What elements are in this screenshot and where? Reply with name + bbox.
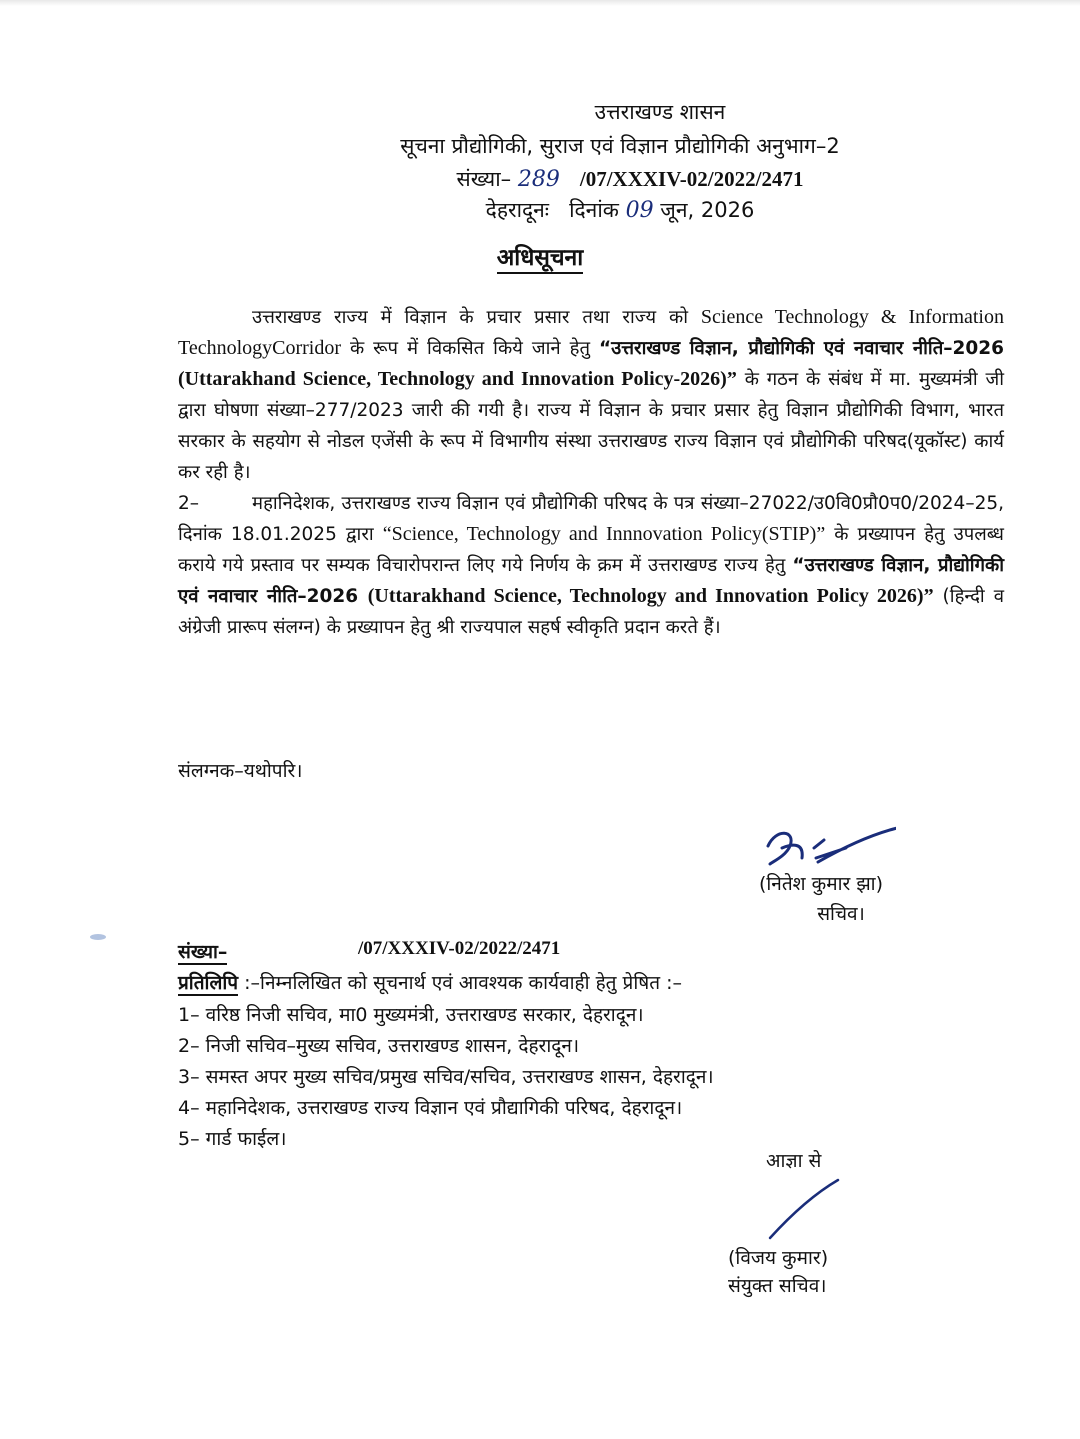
enclosure-note: संलग्नक–यथोपरि। — [178, 760, 303, 782]
copy-intro-text: :–निम्नलिखित को सूचनार्थ एवं आवश्यक कार्यवाही हेतु प्रेषित :– — [238, 972, 683, 994]
signatory-1 — [726, 818, 916, 926]
signatory-1-designation: सचिव। — [817, 903, 865, 925]
signatory-1-name: (नितेश कुमार झा) — [758, 873, 884, 895]
copy-number-label: संख्या– — [178, 941, 228, 963]
government-heading: उत्तराखण्ड शासन — [594, 100, 726, 124]
list-item: 1– वरिष्ठ निजी सचिव, मा0 मुख्यमंत्री, उत्तराखण्ड सरकार, देहरादून। — [178, 1004, 644, 1026]
by-order-label: आज्ञा से — [766, 1150, 822, 1172]
paragraph-1 — [178, 302, 1004, 488]
para1-policy-english: (Uttarakhand Science, Technology and Innovation Policy-2026)” — [178, 368, 737, 390]
handwritten-date-day: 09 — [625, 198, 654, 223]
list-item: 2– निजी सचिव–मुख्य सचिव, उत्तराखण्ड शासन, देहरादून। — [178, 1035, 580, 1057]
para2-text-1: महानिदेशक, उत्तराखण्ड राज्य विज्ञान एवं प्रौद्योगिकी परिषद के पत्र संख्या–27022/उ0वि0प्रौ0प0/2024–25, दिनांक 18.01.2025 द्वारा — [178, 493, 1004, 545]
document-title — [0, 240, 1080, 272]
para2-number: 2– — [178, 493, 200, 514]
signature-2-icon — [764, 1176, 844, 1246]
place-date-line — [430, 196, 810, 224]
copy-recipient-list — [178, 1000, 714, 1155]
para2-policy-english: (Uttarakhand Science, Technology and Innovation Policy 2026)” — [367, 585, 934, 607]
title-text: अधिसूचना — [497, 245, 584, 274]
para1-text-3: के गठन के संबंध में मा. मुख्यमंत्री जी द्वारा घोषणा संख्या–277/2023 जारी की गयी है। राज्य में विज्ञान के प्रचार प्रसार हेतु विज्ञान प्रौद्योगिकी विभाग, भारत सरकार के सहयोग से नोडल एजेंसी के रूप में विभागीय संस्था उत्तराखण्ड राज्य विज्ञान एवं प्रौद्योगिकी परिषद(यूकॉस्ट) कार्य कर रही है। — [178, 369, 1005, 483]
order-number-line — [420, 165, 840, 193]
number-label: संख्या– — [456, 167, 512, 191]
list-item: 4– महानिदेशक, उत्तराखण्ड राज्य विज्ञान एवं प्रौद्यागिकी परिषद, देहरादून। — [178, 1097, 683, 1119]
signature-1-icon — [756, 818, 896, 876]
list-item: 5– गार्ड फाईल। — [178, 1128, 287, 1150]
para1-english-1: Science Technology & Information TechnologyCorridor — [178, 306, 1004, 359]
date-rest: जून, 2026 — [660, 198, 755, 222]
para1-text-1: उत्तराखण्ड राज्य में विज्ञान के प्रचार प्रसार तथा राज्य को — [252, 307, 701, 328]
copy-intro — [178, 969, 682, 995]
copy-label: प्रतिलिपि — [178, 972, 239, 994]
copy-number-reference: /07/XXXIV-02/2022/2471 — [358, 938, 561, 959]
date-label: दिनांक — [569, 198, 619, 222]
scan-edge — [0, 0, 1080, 6]
signatory-2-name: (विजय कुमार) — [728, 1247, 829, 1269]
ink-smudge — [90, 934, 106, 940]
body-text — [178, 302, 1004, 643]
signatory-2-designation: संयुक्त सचिव। — [728, 1275, 827, 1297]
handwritten-number: 289 — [517, 167, 560, 192]
number-reference: /07/XXXIV-02/2022/2471 — [579, 167, 804, 191]
para1-policy-hindi: “उत्तराखण्ड विज्ञान, प्रौद्योगिकी एवं नवाचार नीति–2026 — [598, 338, 1004, 359]
list-item: 3– समस्त अपर मुख्य सचिव/प्रमुख सचिव/सचिव, उत्तराखण्ड शासन, देहरादून। — [178, 1066, 714, 1088]
place: देहरादूनः — [485, 198, 550, 222]
para2-english-1: “Science, Technology and Innnovation Policy(STIP)” — [382, 523, 826, 545]
para2-text-2: के प्रख्यापन हेतु उपलब्ध कराये गये प्रस्ताव पर सम्यक विचारोपरान्त लिए गये निर्णय के क्रम में उत्तराखण्ड राज्य हेतु — [178, 524, 1004, 576]
copy-number-line — [178, 938, 938, 964]
para2-policy-hindi: “उत्तराखण्ड विज्ञान, प्रौद्योगिकी एवं नवाचार नीति–2026 — [178, 555, 1004, 607]
para1-text-2: के रूप में विकसित किये जाने हेतु — [341, 338, 599, 359]
para2-text-3: (हिन्दी व अंग्रेजी प्रारूप संलग्न) के प्रख्यापन हेतु श्री राज्यपाल सहर्ष स्वीकृति प्रदान करते हैं। — [178, 586, 1004, 638]
signatory-2 — [728, 1176, 928, 1298]
paragraph-2 — [178, 488, 1004, 643]
department-heading: सूचना प्रौद्योगिकी, सुराज एवं विज्ञान प्रौद्योगिकी अनुभाग–2 — [400, 134, 840, 158]
